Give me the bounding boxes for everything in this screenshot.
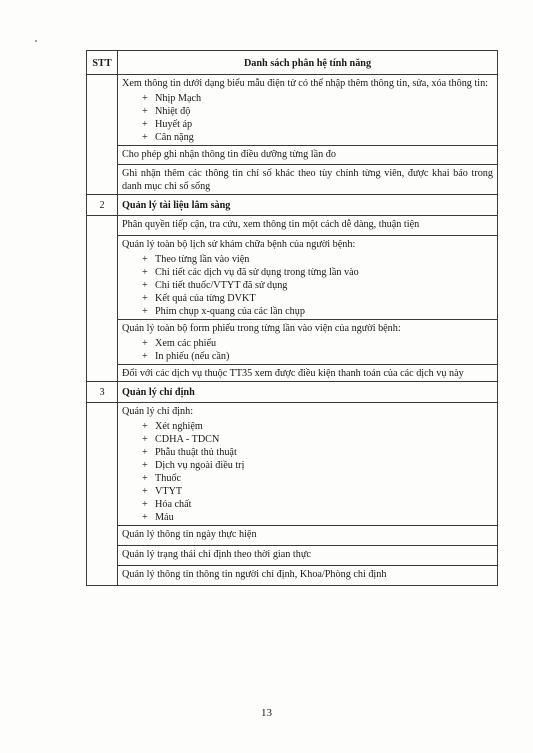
section-number: 2 (87, 195, 118, 216)
table-row (87, 146, 498, 165)
header-stt: STT (87, 51, 118, 75)
list-item: + Xét nghiệm (142, 420, 493, 433)
section-row (87, 382, 498, 403)
stt-cell (87, 216, 118, 382)
list-item: + Thuốc (142, 472, 493, 485)
list-item: + Nhiệt độ (142, 105, 493, 118)
section-row (87, 195, 498, 216)
list-item: + Phẫu thuật thủ thuật (142, 446, 493, 459)
table-row (87, 320, 498, 365)
table-row (87, 75, 498, 146)
row-text: Quản lý toàn bộ form phiếu trong từng lần vào viện của người bệnh: (122, 323, 401, 334)
row-cell (118, 320, 498, 365)
row-cell (118, 216, 498, 236)
row-cell (118, 146, 498, 165)
table-header-row (87, 51, 498, 75)
list-item: + VTYT (142, 485, 493, 498)
table-row (87, 216, 498, 236)
list-item: + Máu (142, 511, 493, 524)
row-text: Xem thông tin dưới dạng biểu mẫu điện tử có thể nhập thêm thông tin, sửa, xóa thông tin: (122, 78, 489, 89)
list-item: + Xem các phiếu (142, 337, 493, 350)
scan-speck (35, 40, 37, 42)
section-title: Quản lý tài liệu lâm sàng (118, 195, 498, 216)
bullet-list (122, 420, 493, 524)
row-cell (118, 365, 498, 382)
list-item: + Nhịp Mạch (142, 92, 493, 105)
list-item: + Dịch vụ ngoài điều trị (142, 459, 493, 472)
table-row (87, 566, 498, 586)
list-item: + Huyết áp (142, 118, 493, 131)
bullet-list (122, 92, 493, 144)
list-item: + Chi tiết thuốc/VTYT đã sử dụng (142, 279, 493, 292)
stt-cell (87, 75, 118, 195)
table-row (87, 365, 498, 382)
list-item: + Cân nặng (142, 131, 493, 144)
bullet-list (122, 337, 493, 363)
list-item: + Theo từng lần vào viện (142, 253, 493, 266)
header-title: Danh sách phân hệ tính năng (118, 51, 498, 75)
row-cell (118, 236, 498, 320)
row-text: Ghi nhận thêm các thông tin chỉ số khác theo tùy chỉnh từng viên, được khai báo trong danh mục chỉ số sống (122, 168, 493, 192)
table-row (87, 403, 498, 526)
row-cell (118, 75, 498, 146)
table-row (87, 165, 498, 195)
stt-cell (87, 403, 118, 586)
row-text: Quản lý toàn bộ lịch sử khám chữa bệnh của người bệnh: (122, 239, 356, 250)
feature-table (86, 50, 498, 586)
page-number: 13 (261, 707, 272, 719)
row-cell (118, 566, 498, 586)
table-row (87, 526, 498, 546)
row-text: Quản lý thông tin ngày thực hiện (122, 529, 257, 540)
row-cell (118, 526, 498, 546)
list-item: + Phim chụp x-quang của các lần chụp (142, 305, 493, 318)
list-item: + Chi tiết các dịch vụ đã sử dụng trong từng lần vào (142, 266, 493, 279)
section-title: Quản lý chỉ định (118, 382, 498, 403)
row-text: Quản lý trạng thái chỉ định theo thời gian thực (122, 549, 311, 560)
list-item: + In phiếu (nếu cần) (142, 350, 493, 363)
list-item: + Hóa chất (142, 498, 493, 511)
row-text: Đối với các dịch vụ thuộc TT35 xem được điều kiện thanh toán của các dịch vụ này (122, 368, 464, 379)
list-item: + Kết quả của từng DVKT (142, 292, 493, 305)
row-text: Cho phép ghi nhận thông tin điều dưỡng từng lần đo (122, 149, 336, 160)
row-text: Quản lý chỉ định: (122, 406, 194, 417)
row-cell (118, 546, 498, 566)
row-cell (118, 165, 498, 195)
row-text: Quản lý thông tin thông tin người chỉ định, Khoa/Phòng chỉ định (122, 569, 387, 580)
bullet-list (122, 253, 493, 318)
section-number: 3 (87, 382, 118, 403)
row-cell (118, 403, 498, 526)
table-row (87, 236, 498, 320)
row-text: Phân quyền tiếp cận, tra cứu, xem thông tin một cách dễ dàng, thuận tiện (122, 219, 420, 230)
table-row (87, 546, 498, 566)
list-item: + CDHA - TDCN (142, 433, 493, 446)
